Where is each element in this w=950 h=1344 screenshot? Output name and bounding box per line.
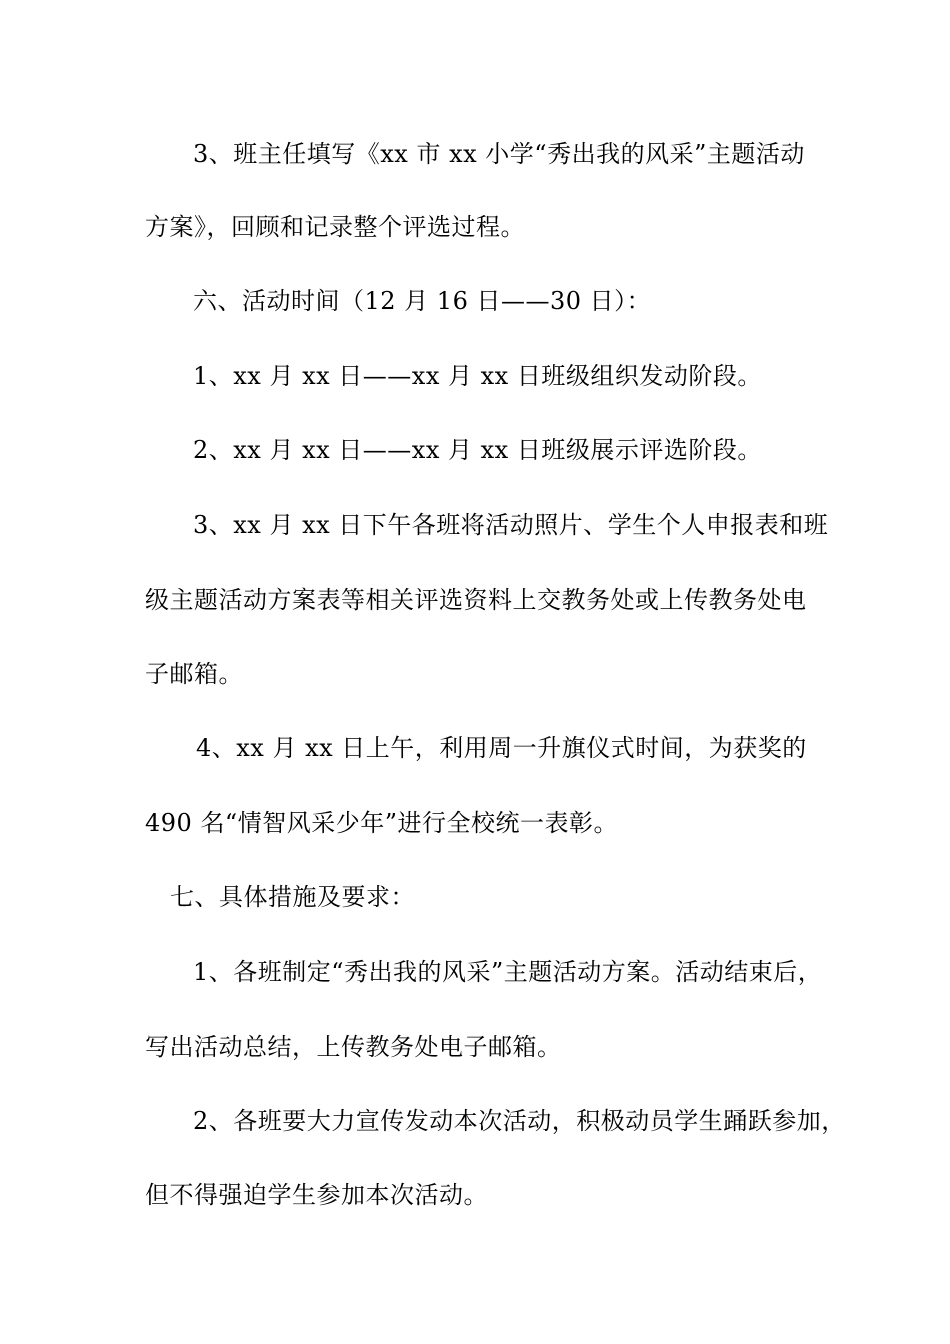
schedule-item-4-line-2: 490 名“情智风采少年”进行全校统一表彰。	[145, 809, 618, 837]
schedule-item-3-line-2: 级主题活动方案表等相关评选资料上交教务处或上传教务处电	[145, 586, 807, 614]
paragraph-3-line-2: 方案》，回顾和记录整个评选过程。	[145, 213, 525, 241]
section-6-heading: 六、活动时间（12 月 16 日——30 日）：	[193, 287, 652, 315]
measure-item-1-line-1: 1、各班制定“秀出我的风采”主题活动方案。活动结束后，	[193, 958, 823, 986]
measure-item-2-line-1: 2、各班要大力宣传发动本次活动，积极动员学生踊跃参加，	[193, 1107, 846, 1135]
measure-item-1-line-2: 写出活动总结，上传教务处电子邮箱。	[145, 1033, 562, 1061]
paragraph-3-line-1: 3、班主任填写《xx 市 xx 小学“秀出我的风采”主题活动	[193, 140, 805, 168]
schedule-item-4-line-1: 4、xx 月 xx 日上午，利用周一升旗仪式时间，为获奖的	[196, 734, 807, 762]
schedule-item-3-line-1: 3、xx 月 xx 日下午各班将活动照片、学生个人申报表和班	[193, 511, 829, 539]
schedule-item-1: 1、xx 月 xx 日——xx 月 xx 日班级组织发动阶段。	[193, 362, 762, 390]
section-7-heading: 七、具体措施及要求：	[170, 883, 415, 911]
schedule-item-3-line-3: 子邮箱。	[145, 660, 243, 688]
schedule-item-2: 2、xx 月 xx 日——xx 月 xx 日班级展示评选阶段。	[193, 436, 762, 464]
measure-item-2-line-2: 但不得强迫学生参加本次活动。	[145, 1181, 488, 1209]
